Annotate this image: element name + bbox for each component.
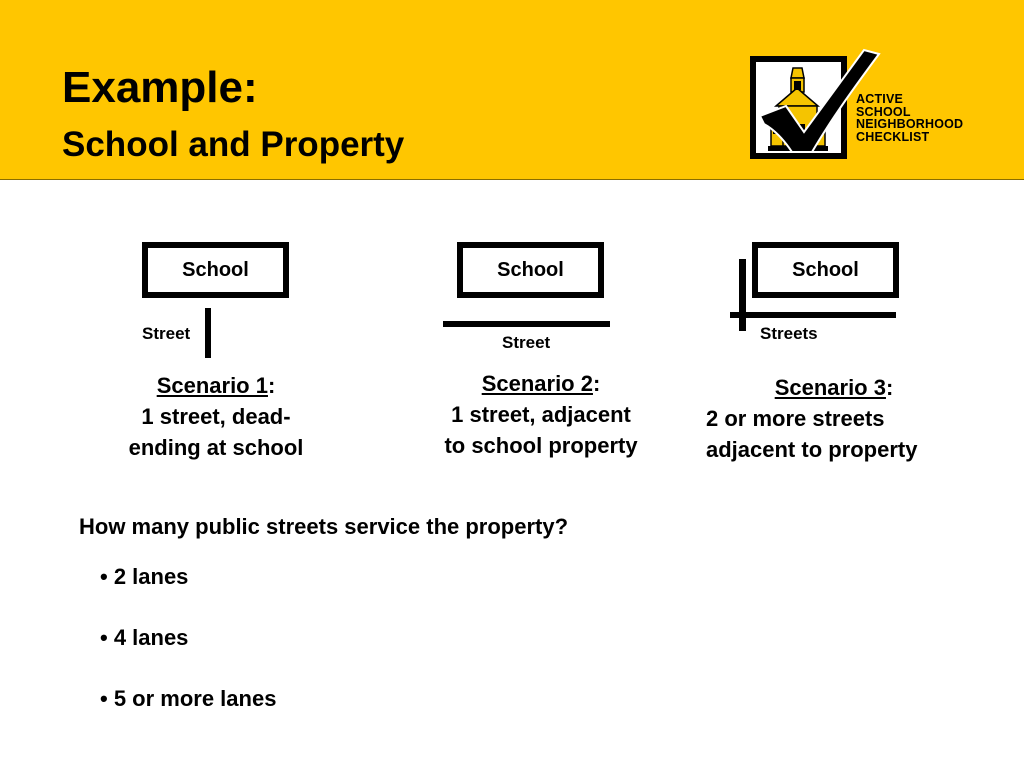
page-title: Example: <box>62 63 258 112</box>
street-line <box>443 321 610 327</box>
streets-label: Streets <box>760 324 818 343</box>
scenario-2-caption: Scenario 2: 1 street, adjacent to school property <box>444 371 638 458</box>
street-line-horizontal <box>730 312 896 318</box>
question-text: How many public streets service the property? <box>79 514 569 539</box>
scenario-heading: Scenario 1 <box>156 373 268 398</box>
street-line <box>205 308 211 358</box>
scenario-heading: Scenario 3 <box>774 375 886 400</box>
header-banner <box>0 0 1024 180</box>
school-box: School <box>752 242 899 298</box>
scenario-1-caption: Scenario 1: 1 street, dead- ending at school <box>128 373 304 460</box>
option-item: • 5 or more lanes <box>100 686 277 711</box>
logo-text: ACTIVE SCHOOL NEIGHBORHOOD CHECKLIST <box>856 92 964 144</box>
street-label: Street <box>502 333 551 352</box>
street-line-vertical <box>739 259 746 331</box>
page-subtitle: School and Property <box>62 125 405 164</box>
option-item: • 2 lanes <box>100 564 189 589</box>
option-item: • 4 lanes <box>100 625 189 650</box>
street-label: Street <box>142 324 191 343</box>
scenario-heading: Scenario 2 <box>481 371 593 396</box>
scenario-3-caption: Scenario 3: 2 or more streets adjacent to property <box>706 375 918 462</box>
school-box: School <box>142 242 289 298</box>
school-box: School <box>457 242 604 298</box>
